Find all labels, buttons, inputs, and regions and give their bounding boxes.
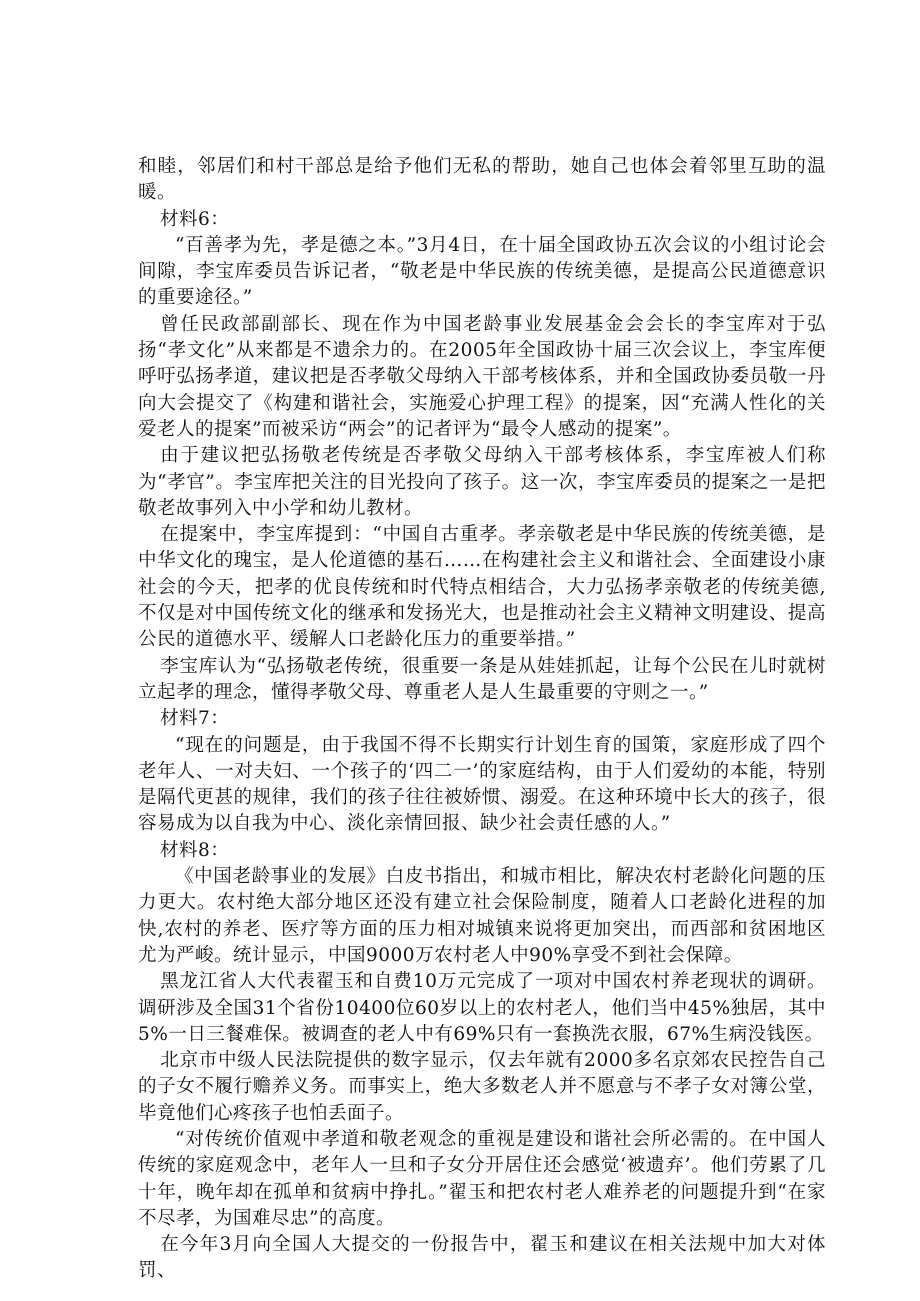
document-body: [138, 154, 826, 1285]
paragraph: 李宝库认为“弘扬敬老传统，很重要一条是从娃娃抓起，让每个公民在儿时就树立起孝的理念，懂得孝敬父母、尊重老人是人生最重要的守则之一。”: [138, 655, 826, 703]
paragraph: 黑龙江省人大代表翟玉和自费10万元完成了一项对中国农村养老现状的调研。调研涉及全国31个省份10400位60岁以上的农村老人，他们当中45%独居，其中5%一日三餐难保。被调查的老人中有69%只有一套换洗衣服，67%生病没钱医。: [138, 971, 826, 1045]
paragraph: “现在的问题是，由于我国不得不长期实行计划生育的国策，家庭形成了四个老年人、一对夫妇、一个孩子的‘四二一’的家庭结构，由于人们爱幼的本能，特别是隔代更甚的规律，我们的孩子往往被娇惯、溺爱。在这种环境中长大的孩子，很容易成为以自我为中心、淡化亲情回报、缺少社会责任感的人。”: [138, 734, 826, 835]
material-6-heading: 材料6：: [160, 208, 230, 230]
paragraph-continuation: 和睦，邻居们和村干部总是给予他们无私的帮助，她自己也体会着邻里互助的温暖。: [138, 156, 826, 204]
paragraph: “百善孝为先，孝是德之本。”3月4日，在十届全国政协五次会议的小组讨论会间隙，李宝库委员告诉记者，“敬老是中华民族的传统美德，是提高公民道德意识的重要途径。”: [138, 234, 826, 309]
paragraph: 由于建议把弘扬敬老传统是否孝敬父母纳入干部考核体系，李宝库被人们称为“孝官”。李宝库把关注的目光投向了孩子。这一次，李宝库委员的提案之一是把敬老故事列入中小学和幼儿教材。: [138, 445, 826, 519]
paragraph: 在提案中，李宝库提到：“中国自古重孝。孝亲敬老是中华民族的传统美德，是中华文化的瑰宝，是人伦道德的基石……在构建社会主义和谐社会、全面建设小康社会的今天，把孝的优良传统和时代特点相结合，大力弘扬孝亲敬老的传统美德,不仅是对中国传统文化的继承和发扬光大，也是推动社会主义精神文明建设、提高公民的道德水平、缓解人口老龄化压力的重要举措。”: [138, 524, 826, 651]
material-8-heading: 材料8：: [160, 839, 230, 861]
paragraph: 曾任民政部副部长、现在作为中国老龄事业发展基金会会长的李宝库对于弘扬“孝文化”从来都是不遗余力的。在2005年全国政协十届三次会议上，李宝库便呼吁弘扬孝道，建议把是否孝敬父母纳入干部考核体系，并和全国政协委员敬一丹向大会提交了《构建和谐社会，实施爱心护理工程》的提案，因“充满人性化的关爱老人的提案”而被采访“两会”的记者评为“最令人感动的提案”。: [138, 313, 826, 440]
paragraph: 《中国老龄事业的发展》白皮书指出，和城市相比，解决农村老龄化问题的压力更大。农村绝大部分地区还没有建立社会保险制度，随着人口老龄化进程的加快,农村的养老、医疗等方面的压力相对城镇来说将更加突出，而西部和贫困地区尤为严峻。统计显示，中国9000万农村老人中90%享受不到社会保障。: [138, 866, 826, 966]
material-7-heading: 材料7：: [160, 708, 230, 730]
paragraph: “对传统价值观中孝道和敬老观念的重视是建设和谐社会所必需的。在中国人传统的家庭观念中，老年人一旦和子女分开居住还会感觉‘被遗弃’。他们劳累了几十年，晚年却在孤单和贫病中挣扎。”翟玉和把农村老人难养老的问题提升到“在家不尽孝，为国难尽忠”的高度。: [138, 1128, 826, 1229]
paragraph: 在今年3月向全国人大提交的一份报告中，翟玉和建议在相关法规中加大对体罚、: [138, 1234, 826, 1282]
paragraph: 北京市中级人民法院提供的数字显示，仅去年就有2000多名京郊农民控告自己的子女不履行赡养义务。而事实上，绝大多数老人并不愿意与不孝子女对簿公堂，毕竟他们心疼孩子也怕丢面子。: [138, 1050, 826, 1124]
